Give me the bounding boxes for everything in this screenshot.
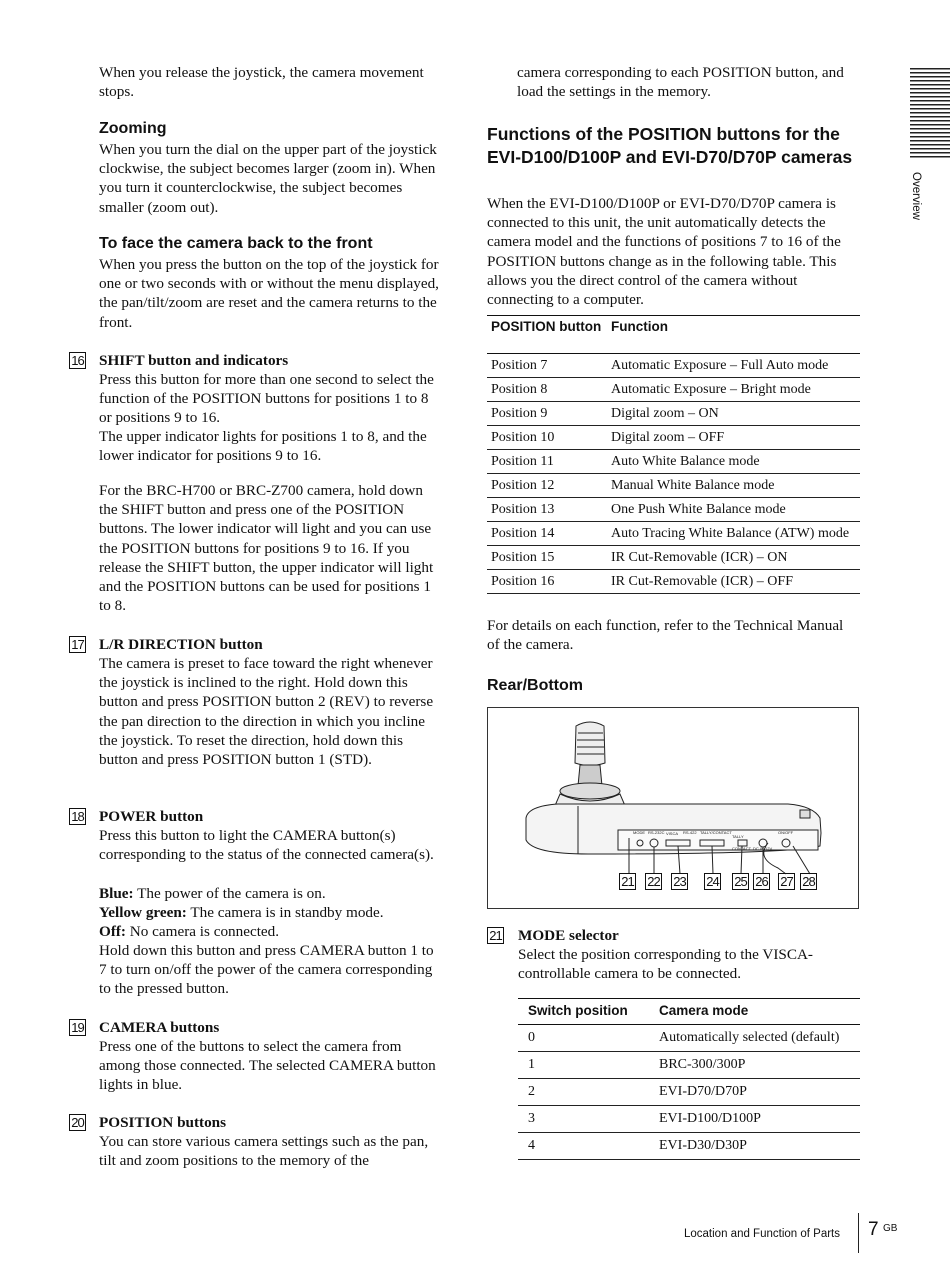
callout-25: 25 <box>732 873 749 890</box>
blue-label: Blue: <box>99 885 134 902</box>
table-cell: One Push White Balance mode <box>607 498 860 522</box>
table-cell: Position 15 <box>487 546 607 570</box>
table-row <box>487 498 860 522</box>
table-row <box>518 1079 860 1106</box>
power-button-title: POWER button <box>99 808 204 825</box>
callout-24: 24 <box>704 873 721 890</box>
footer-section: Location and Function of Parts <box>684 1228 840 1240</box>
diagram-label: RS-232C <box>648 830 665 835</box>
table-cell: Manual White Balance mode <box>607 474 860 498</box>
diagram-label: ON/OFF <box>778 830 794 835</box>
table-cell: EVI-D30/D30P <box>655 1133 860 1160</box>
table-cell: Automatic Exposure – Full Auto mode <box>607 354 860 378</box>
table-cell: IR Cut-Removable (ICR) – OFF <box>607 570 860 594</box>
table-row <box>487 426 860 450</box>
diagram-label: TALLY <box>732 834 744 839</box>
functions-heading: Functions of the POSITION buttons for the EVI-D100/D100P and EVI-D70/D70P cameras <box>487 124 853 167</box>
table-cell: Position 13 <box>487 498 607 522</box>
position-buttons-paragraph: You can store various camera settings such as the pan, tilt and zoom positions to the memory of the <box>99 1133 429 1170</box>
table-row <box>487 450 860 474</box>
diagram-label: VISCA <box>666 831 679 836</box>
rear-bottom-heading: Rear/Bottom <box>487 677 584 694</box>
page-suffix: GB <box>883 1223 898 1234</box>
lr-direction-paragraph: The camera is preset to face toward the right whenever the joystick is inclined to the right. Hold down this button and press POSITION button 2 (REV) to reverse the pan direction to the direction in which you incline the joystick. To reset the direction, hold down this button and press POSITION button 1 (STD). <box>99 655 434 769</box>
item-number-19: 19 <box>69 1019 86 1036</box>
table-cell: Position 8 <box>487 378 607 402</box>
off-label: Off: <box>99 923 126 940</box>
diagram-label: MODE <box>633 830 645 835</box>
table-cell: 2 <box>518 1079 655 1106</box>
diagram-label: RS-422 <box>683 830 697 835</box>
table-cell: Automatically selected (default) <box>655 1025 860 1052</box>
table-cell: 4 <box>518 1133 655 1160</box>
mode-table <box>518 998 860 1160</box>
diagram-label: CONTACT <box>732 846 752 851</box>
power-off-line <box>99 922 444 941</box>
mode-selector-title: MODE selector <box>518 927 619 944</box>
table-header: POSITION button <box>487 316 607 354</box>
zooming-heading: Zooming <box>99 120 167 137</box>
blue-text: The power of the camera is on. <box>133 885 326 902</box>
power-paragraph-1: Press this button to light the CAMERA button(s) corresponding to the status of the connected camera(s). <box>99 827 434 864</box>
table-header: Function <box>607 316 860 354</box>
camera-buttons-title: CAMERA buttons <box>99 1019 220 1036</box>
table-cell: Position 16 <box>487 570 607 594</box>
continued-paragraph: camera corresponding to each POSITION button, and load the settings in the memory. <box>517 64 844 101</box>
table-cell: Position 7 <box>487 354 607 378</box>
power-yellow-green-line <box>99 903 444 922</box>
callout-23: 23 <box>671 873 688 890</box>
table-cell: Digital zoom – OFF <box>607 426 860 450</box>
table-header: Camera mode <box>655 999 860 1025</box>
face-front-paragraph: When you press the button on the top of the joystick for one or two seconds with or without the menu displayed, the pan/tilt/zoom are reset and the camera returns to the front. <box>99 256 439 331</box>
lr-direction-title: L/R DIRECTION button <box>99 636 263 653</box>
callout-21: 21 <box>619 873 636 890</box>
table-cell: EVI-D100/D100P <box>655 1106 860 1133</box>
mode-selector-paragraph: Select the position corresponding to the VISCA-controllable camera to be connected. <box>518 946 813 983</box>
diagram-label: TALLY/CONTACT <box>700 830 732 835</box>
callout-27: 27 <box>778 873 795 890</box>
table-cell: Position 9 <box>487 402 607 426</box>
camera-buttons-paragraph: Press one of the buttons to select the camera from among those connected. The selected CAMERA button lights in blue. <box>99 1038 436 1094</box>
table-cell: Position 12 <box>487 474 607 498</box>
table-cell: 1 <box>518 1052 655 1079</box>
footer-divider <box>858 1213 859 1253</box>
callout-22: 22 <box>645 873 662 890</box>
table-cell: Position 10 <box>487 426 607 450</box>
power-paragraph-2: Hold down this button and press CAMERA button 1 to 7 to turn on/off the power of the camera corresponding to the pressed button. <box>99 942 434 998</box>
position-functions-table <box>487 315 860 594</box>
table-cell: 3 <box>518 1106 655 1133</box>
table-cell: Position 11 <box>487 450 607 474</box>
off-text: No camera is connected. <box>126 923 280 940</box>
functions-paragraph: When the EVI-D100/D100P or EVI-D70/D70P camera is connected to this unit, the unit automatically detects the camera model and the functions of positions 7 to 16 of the POSITION buttons change as in the following table. This allows you the direct control of the camera without connecting to a computer. <box>487 195 841 309</box>
table-row <box>518 1106 860 1133</box>
section-tab-bar <box>910 68 950 158</box>
zooming-paragraph: When you turn the dial on the upper part of the joystick clockwise, the subject becomes larger (zoom in). When you turn it counterclockwise, the subject becomes smaller (zoom out). <box>99 141 437 216</box>
table-row <box>518 1133 860 1160</box>
table-row <box>487 546 860 570</box>
callout-26: 26 <box>753 873 770 890</box>
shift-paragraph-2: The upper indicator lights for positions 1 to 8, and the lower indicator for positions 9 to 16. <box>99 428 427 465</box>
section-tab-label: Overview <box>910 172 922 220</box>
callout-28: 28 <box>800 873 817 890</box>
table-row <box>487 522 860 546</box>
diagram-label: DC IN 12V <box>753 846 773 851</box>
item-number-18: 18 <box>69 808 86 825</box>
position-buttons-title: POSITION buttons <box>99 1114 227 1131</box>
table-header: Switch position <box>518 999 655 1025</box>
item-number-21: 21 <box>487 927 504 944</box>
shift-button-title: SHIFT button and indicators <box>99 352 289 369</box>
table-cell: 0 <box>518 1025 655 1052</box>
table-cell: BRC-300/300P <box>655 1052 860 1079</box>
table-cell: EVI-D70/D70P <box>655 1079 860 1106</box>
table-cell: Auto Tracing White Balance (ATW) mode <box>607 522 860 546</box>
power-blue-line <box>99 884 444 903</box>
shift-paragraph-1: Press this button for more than one second to select the function of the POSITION buttons for positions 1 to 8 or positions 9 to 16. <box>99 371 434 427</box>
release-paragraph: When you release the joystick, the camera movement stops. <box>99 64 424 101</box>
shift-paragraph-3: For the BRC-H700 or BRC-Z700 camera, hold down the SHIFT button and press one of the POSITION buttons. The lower indicator will light and you can use the POSITION buttons for positions 9 to 16. If you release the SHIFT button, the upper indicator will light and the POSITION buttons can be used for positions 1 to 8. <box>99 482 434 615</box>
table-row <box>487 378 860 402</box>
table-cell: Auto White Balance mode <box>607 450 860 474</box>
details-paragraph: For details on each function, refer to the Technical Manual of the camera. <box>487 617 844 654</box>
table-row <box>487 570 860 594</box>
yellow-green-label: Yellow green: <box>99 904 187 921</box>
table-cell: Digital zoom – ON <box>607 402 860 426</box>
table-row <box>518 1052 860 1079</box>
item-number-17: 17 <box>69 636 86 653</box>
item-number-16: 16 <box>69 352 86 369</box>
face-front-heading: To face the camera back to the front <box>99 235 373 252</box>
page-number: 7 <box>868 1219 879 1240</box>
table-cell: Position 14 <box>487 522 607 546</box>
table-row <box>487 354 860 378</box>
table-cell: IR Cut-Removable (ICR) – ON <box>607 546 860 570</box>
table-row <box>487 474 860 498</box>
section-tab <box>906 172 926 232</box>
table-cell: Automatic Exposure – Bright mode <box>607 378 860 402</box>
yellow-green-text: The camera is in standby mode. <box>186 904 384 921</box>
table-row <box>487 402 860 426</box>
table-row <box>518 1025 860 1052</box>
item-number-20: 20 <box>69 1114 86 1131</box>
